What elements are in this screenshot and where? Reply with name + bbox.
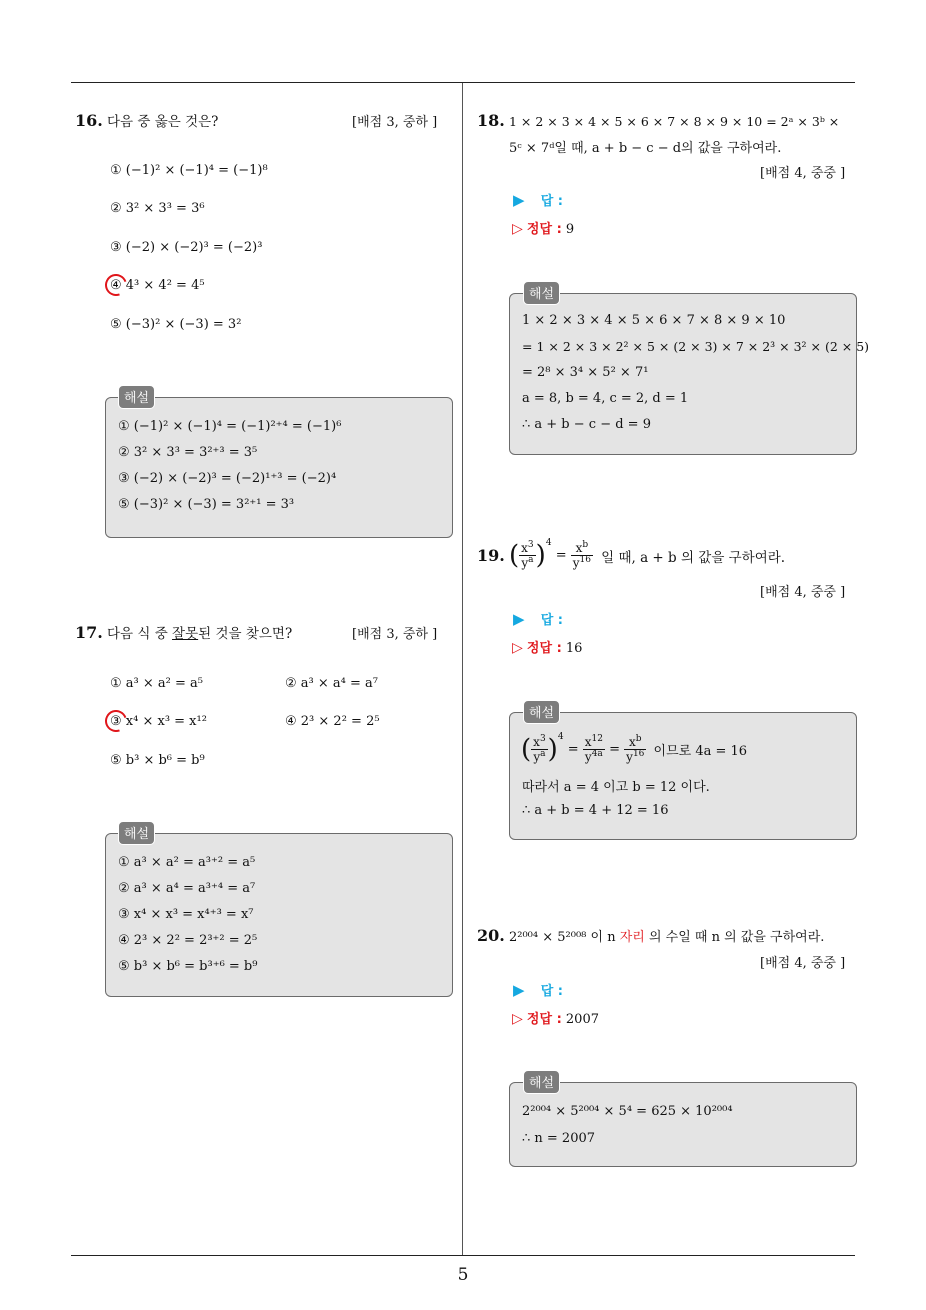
- question-number: 19.: [477, 546, 505, 565]
- answer-mark-circle: [101, 706, 130, 735]
- option-5[interactable]: ⑤ b³ × b⁶ = b⁹: [110, 753, 205, 768]
- option-5[interactable]: ⑤ (−3)² × (−3) = 3²: [110, 317, 242, 332]
- explanation-line: [521, 732, 747, 765]
- question-16-header: [75, 110, 218, 130]
- correct-label: 정답 :: [526, 1012, 562, 1027]
- math-expression: ( $\frac{x^3}{y^a}$ )$^4$ = $\frac{x^b}{y^{16}}$: [508, 538, 591, 571]
- option-1[interactable]: ① (−1)² × (−1)⁴ = (−1)⁸: [110, 163, 268, 178]
- correct-arrow-icon: ▷: [512, 221, 523, 237]
- explanation-line: ① a³ × a² = a³⁺² = a⁵: [118, 855, 256, 870]
- question-text: 일 때, a + b 의 값을 구하여라.: [601, 549, 786, 566]
- question-20-header: [477, 926, 824, 945]
- question-text-pre: 다음 식 중: [106, 626, 173, 642]
- explanation-tag: 해설: [523, 700, 560, 724]
- explanation-line: ② 3² × 3³ = 3²⁺³ = 3⁵: [118, 445, 258, 460]
- question-number: 17.: [75, 623, 103, 642]
- question-number: 16.: [75, 111, 103, 130]
- correct-value: 16: [565, 641, 583, 656]
- explanation-line: ⑤ b³ × b⁶ = b³⁺⁶ = b⁹: [118, 959, 258, 974]
- score-label: [배점 4, 중중 ]: [760, 956, 846, 971]
- question-number: 18.: [477, 111, 505, 130]
- option-3[interactable]: ③ (−2) × (−2)³ = (−2)³: [110, 240, 263, 255]
- answer-row: [513, 190, 563, 209]
- explanation-line: ⑤ (−3)² × (−3) = 3²⁺¹ = 3³: [118, 497, 295, 512]
- correct-value: 2007: [565, 1012, 599, 1027]
- answer-mark-circle: [101, 270, 130, 299]
- answer-row: [513, 609, 563, 628]
- explanation-line: 2²⁰⁰⁴ × 5²⁰⁰⁴ × 5⁴ = 625 × 10²⁰⁰⁴: [522, 1104, 733, 1119]
- question-text-post: 된 것을 찾으면?: [198, 626, 293, 642]
- explanation-line: ∴ a + b = 4 + 12 = 16: [522, 803, 669, 818]
- score-label: [배점 3, 중하 ]: [352, 627, 438, 642]
- explanation-tag: 해설: [523, 281, 560, 305]
- correct-arrow-icon: ▷: [512, 640, 523, 656]
- correct-value: 9: [565, 222, 575, 237]
- option-1[interactable]: ① a³ × a² = a⁵: [110, 676, 203, 691]
- explanation-tag: 해설: [523, 1070, 560, 1094]
- option-2[interactable]: ② 3² × 3³ = 3⁶: [110, 201, 205, 216]
- column-divider: [462, 83, 463, 1255]
- math-expression: ( $\frac{x^3}{y^a}$ )$^4$ = $\frac{x^{12}}{y^{4a}}$ = $\frac{x^b}{y^{16}}$: [521, 732, 645, 765]
- question-17-header: [75, 622, 292, 642]
- question-19-header: [477, 538, 785, 571]
- answer-label: 답 :: [540, 194, 563, 209]
- explanation-line: ① (−1)² × (−1)⁴ = (−1)²⁺⁴ = (−1)⁶: [118, 419, 342, 434]
- question-text: 다음 중 옳은 것은?: [106, 114, 219, 130]
- question-18-header: [477, 111, 839, 130]
- question-text-pre: 2²⁰⁰⁴ × 5²⁰⁰⁸ 이 n: [508, 930, 620, 945]
- correct-label: 정답 :: [526, 641, 562, 656]
- score-label: [배점 4, 중중 ]: [760, 166, 846, 181]
- question-text-post: 의 수일 때 n 의 값을 구하여라.: [644, 930, 825, 945]
- answer-label: 답 :: [540, 613, 563, 628]
- correct-answer-row: [512, 637, 582, 656]
- explanation-text: 이므로 4a = 16: [653, 744, 748, 759]
- explanation-line: ∴ n = 2007: [522, 1131, 596, 1146]
- explanation-line: = 2⁸ × 3⁴ × 5² × 7¹: [522, 365, 649, 380]
- correct-answer-row: [512, 1008, 599, 1027]
- explanation-line: ∴ a + b − c − d = 9: [522, 417, 651, 432]
- top-rule: [71, 82, 855, 83]
- correct-answer-row: [512, 218, 574, 237]
- explanation-line: ④ 2³ × 2² = 2³⁺² = 2⁵: [118, 933, 258, 948]
- answer-arrow-icon: ▶: [513, 981, 525, 999]
- explanation-line: ② a³ × a⁴ = a³⁺⁴ = a⁷: [118, 881, 256, 896]
- answer-label: 답 :: [540, 984, 563, 999]
- option-3[interactable]: ③ x⁴ × x³ = x¹²: [110, 714, 207, 729]
- explanation-box: [509, 1082, 857, 1167]
- bottom-rule: [71, 1255, 855, 1256]
- question-text-line-2: 5ᶜ × 7ᵈ일 때, a + b − c − d의 값을 구하여라.: [509, 141, 782, 156]
- page-number: 5: [457, 1265, 469, 1285]
- option-4[interactable]: ④ 4³ × 4² = 4⁵: [110, 278, 205, 293]
- option-2[interactable]: ② a³ × a⁴ = a⁷: [285, 676, 378, 691]
- correct-arrow-icon: ▷: [512, 1011, 523, 1027]
- explanation-line: 1 × 2 × 3 × 4 × 5 × 6 × 7 × 8 × 9 × 10: [522, 313, 786, 328]
- answer-row: [513, 980, 563, 999]
- question-number: 20.: [477, 926, 505, 945]
- score-label: [배점 4, 중중 ]: [760, 585, 846, 600]
- explanation-tag: 해설: [118, 821, 155, 845]
- explanation-line: a = 8, b = 4, c = 2, d = 1: [522, 391, 689, 406]
- question-text-underlined: 잘못: [172, 626, 199, 642]
- explanation-tag: 해설: [118, 385, 155, 409]
- explanation-line: = 1 × 2 × 3 × 2² × 5 × (2 × 3) × 7 × 2³ × 3² × (2 × 5): [522, 339, 870, 354]
- explanation-line: ③ x⁴ × x³ = x⁴⁺³ = x⁷: [118, 907, 254, 922]
- explanation-line: 따라서 a = 4 이고 b = 12 이다.: [522, 780, 710, 795]
- answer-arrow-icon: ▶: [513, 191, 525, 209]
- option-4[interactable]: ④ 2³ × 2² = 2⁵: [285, 714, 380, 729]
- explanation-line: ③ (−2) × (−2)³ = (−2)¹⁺³ = (−2)⁴: [118, 471, 337, 486]
- question-text-line-1: 1 × 2 × 3 × 4 × 5 × 6 × 7 × 8 × 9 × 10 = 2ᵃ × 3ᵇ ×: [508, 114, 840, 129]
- answer-arrow-icon: ▶: [513, 610, 525, 628]
- score-label: [배점 3, 중하 ]: [352, 115, 438, 130]
- correct-label: 정답 :: [526, 222, 562, 237]
- question-text-highlight: 자리: [619, 930, 645, 945]
